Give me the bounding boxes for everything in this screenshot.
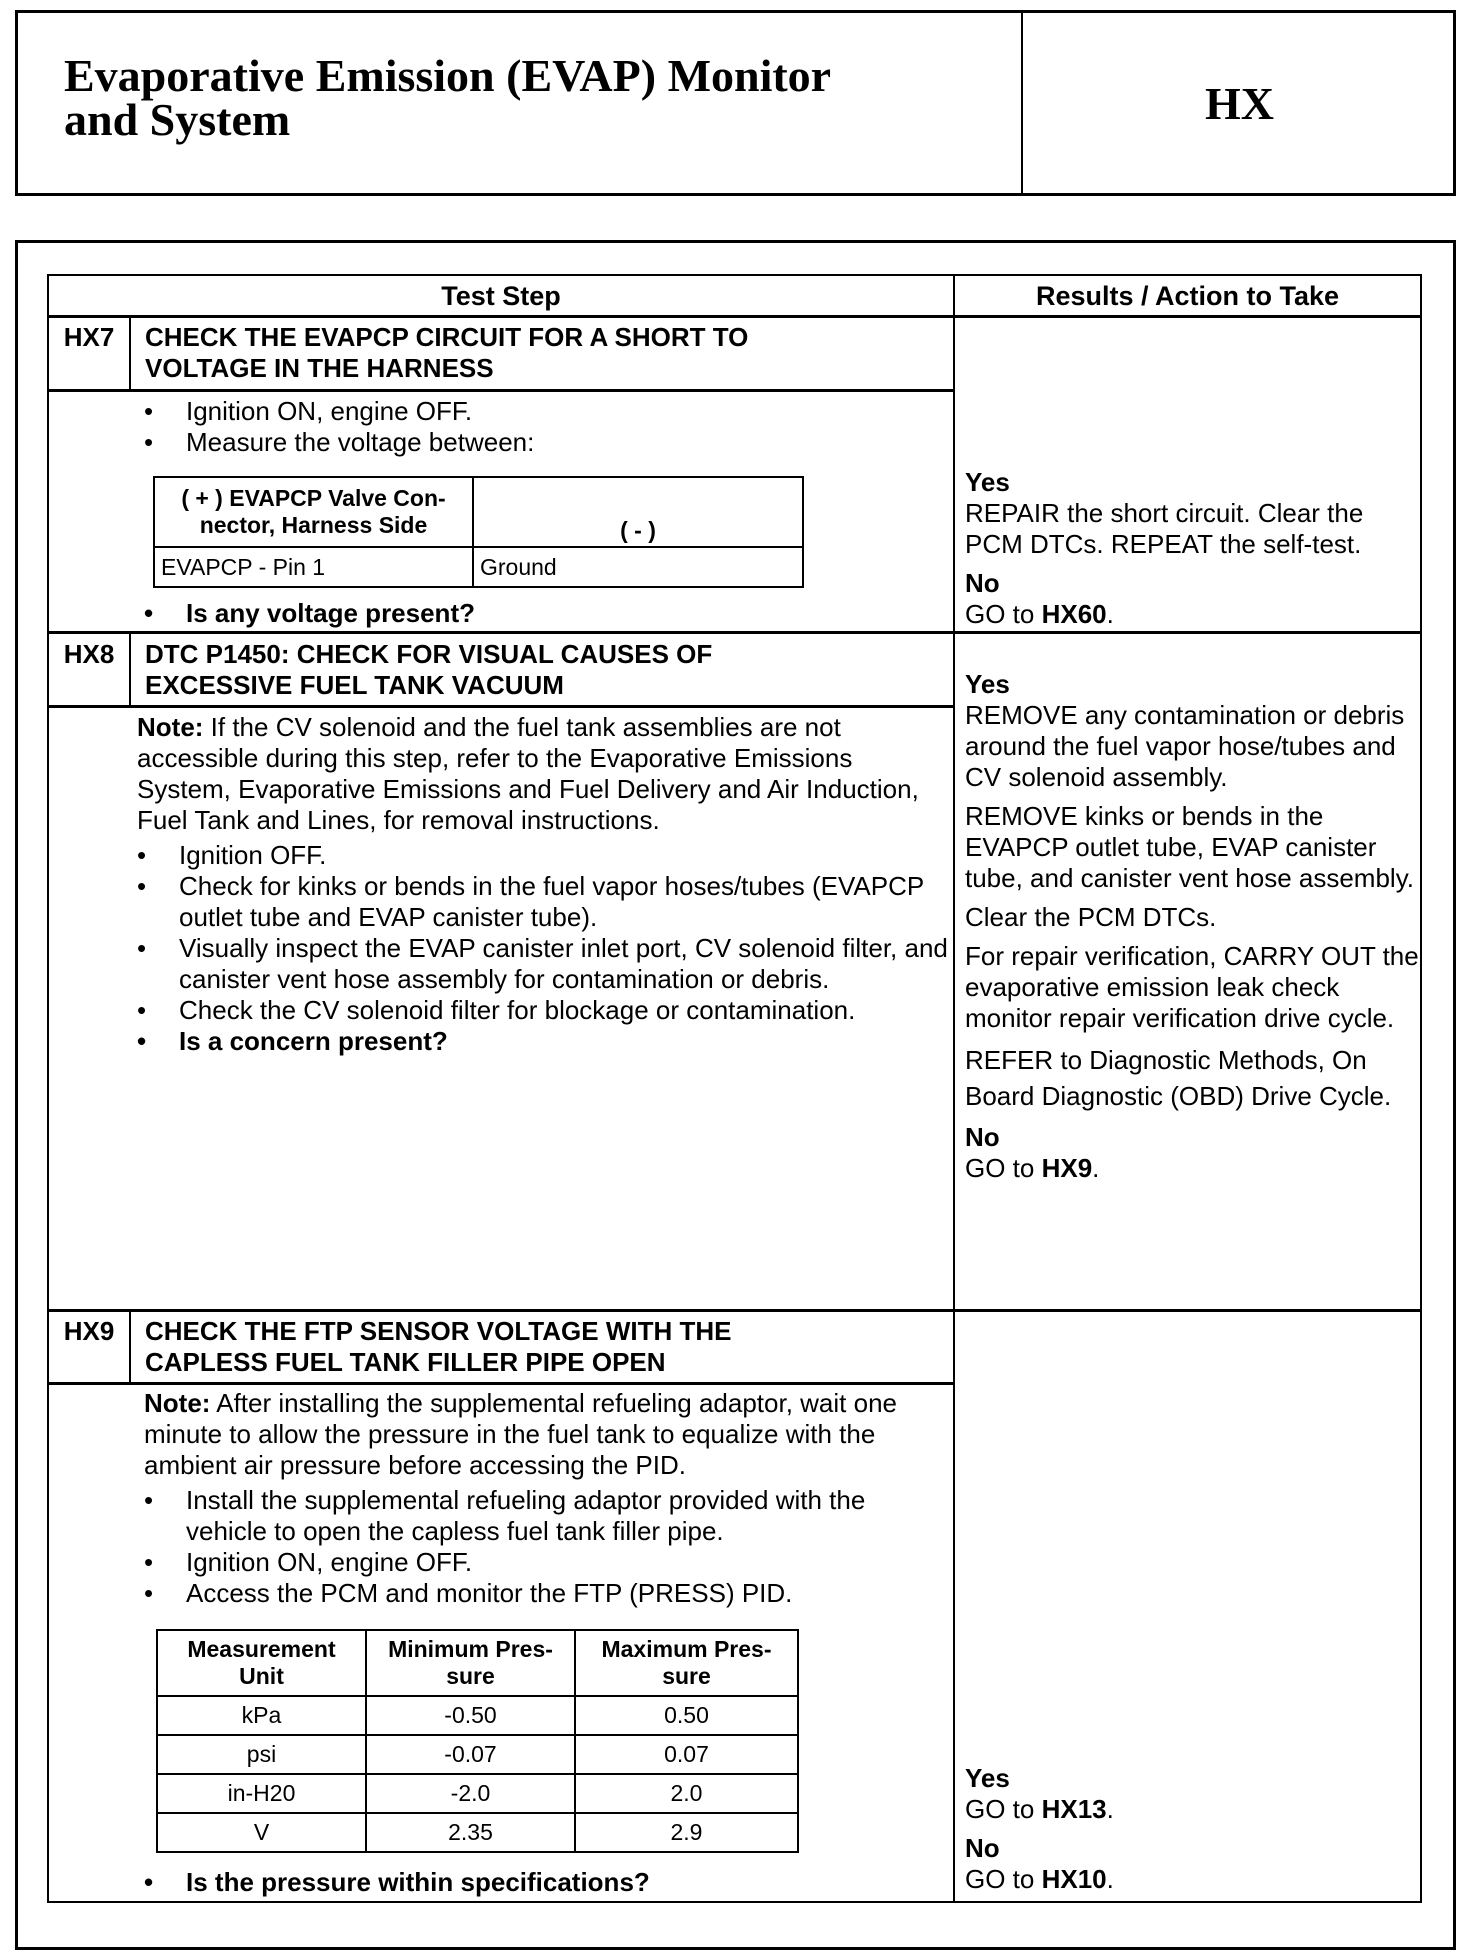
- yes-label: Yes: [965, 669, 1010, 699]
- goto-step-link[interactable]: HX9: [1041, 1153, 1093, 1183]
- step-title: [145, 639, 945, 701]
- no-action: [965, 599, 1420, 630]
- yes-action: REMOVE kinks or bends in the EVAPCP outlet tube, EVAP canister tube, and canister vent hose assembly.: [965, 801, 1414, 893]
- spec-cell: 0.50: [575, 1696, 798, 1735]
- step-title-rule: [47, 705, 953, 708]
- spec-header-line: Unit: [239, 1663, 284, 1689]
- page-title-line-1: Evaporative Emission (EVAP) Monitor: [64, 50, 832, 101]
- step-title-line: CHECK THE EVAPCP CIRCUIT FOR A SHORT TO: [145, 322, 749, 352]
- step-title-rule: [47, 389, 953, 392]
- instruction-item: • Visually inspect the EVAP canister inlet port, CV solenoid filter, and canister vent hose assembly for contamination or debris.: [137, 933, 952, 995]
- measure-cell: EVAPCP - Pin 1: [154, 547, 473, 587]
- question-text: • Is the pressure within specifications?: [144, 1867, 944, 1898]
- step-id: HX7: [63, 322, 115, 352]
- instruction-item: • Access the PCM and monitor the FTP (PRESS) PID.: [144, 1578, 924, 1609]
- spec-cell: 0.07: [575, 1735, 798, 1774]
- spec-cell: 2.35: [366, 1813, 575, 1852]
- note-text: After installing the supplemental refueling adaptor, wait one minute to allow the pressure in the fuel tank to equalize with the ambient air pressure before accessing the PID.: [144, 1388, 897, 1480]
- page-title: [64, 50, 1004, 145]
- goto-text: GO to: [965, 1153, 1042, 1183]
- column-divider: [953, 274, 955, 1903]
- instruction-item: • Check for kinks or bends in the fuel vapor hoses/tubes (EVAPCP outlet tube and EVAP canister tube).: [137, 871, 952, 933]
- note-label: Note:: [144, 1388, 211, 1418]
- no-action: [965, 1153, 1420, 1184]
- yes-action: For repair verification, CARRY OUT the evaporative emission leak check monitor repair verification drive cycle.: [965, 941, 1419, 1033]
- goto-text: GO to: [965, 599, 1042, 629]
- spec-row: [157, 1696, 798, 1735]
- step-instructions: [137, 712, 952, 1057]
- step-note: [137, 712, 952, 836]
- instruction-item: • Check the CV solenoid filter for blockage or contamination.: [137, 995, 952, 1026]
- step-question: • Is a concern present?: [137, 1026, 952, 1057]
- instruction-item: • Measure the voltage between:: [144, 427, 944, 458]
- step-instructions: [144, 396, 944, 458]
- yes-label: Yes: [965, 1763, 1010, 1793]
- step-separator: [47, 631, 1422, 634]
- step-note: [144, 1388, 924, 1481]
- step-title-line: EXCESSIVE FUEL TANK VACUUM: [145, 670, 564, 700]
- spec-header-line: sure: [662, 1663, 711, 1689]
- spec-cell: 2.0: [575, 1774, 798, 1813]
- header-rule: [47, 315, 1422, 318]
- step-instructions: [144, 1388, 924, 1609]
- goto-text: GO to: [965, 1794, 1042, 1824]
- instruction-item: • Ignition ON, engine OFF.: [144, 396, 944, 427]
- goto-step-link[interactable]: HX13: [1041, 1794, 1107, 1824]
- step-id-divider: [129, 317, 131, 389]
- spec-row: [157, 1735, 798, 1774]
- spec-header-line: Measurement: [187, 1636, 336, 1662]
- yes-action: REPAIR the short circuit. Clear the PCM DTCs. REPEAT the self-test.: [965, 498, 1364, 559]
- spec-cell: in-H20: [157, 1774, 366, 1813]
- spec-header: [157, 1630, 366, 1696]
- no-label: No: [965, 568, 1000, 598]
- instruction-item: • Ignition OFF.: [137, 840, 952, 871]
- spec-cell: -0.50: [366, 1696, 575, 1735]
- goto-step-link[interactable]: HX10: [1041, 1864, 1107, 1894]
- page-title-line-2: and System: [64, 94, 291, 145]
- question-text: • Is any voltage present?: [144, 598, 944, 629]
- step-id: HX9: [63, 1316, 115, 1346]
- spec-header-line: Maximum Pres-: [601, 1636, 772, 1662]
- instruction-item: • Ignition ON, engine OFF.: [144, 1547, 924, 1578]
- spec-cell: 2.9: [575, 1813, 798, 1852]
- note-label: Note:: [137, 712, 204, 742]
- yes-action: [965, 1794, 1420, 1825]
- column-header-results: Results / Action to Take: [1035, 281, 1340, 311]
- step-title-rule: [47, 1382, 953, 1385]
- step-question: [144, 598, 944, 629]
- step-id: HX8: [63, 639, 115, 669]
- measure-cell: Ground: [473, 547, 803, 587]
- no-label: No: [965, 1122, 1000, 1152]
- no-action: [965, 1864, 1420, 1895]
- spec-row: [157, 1813, 798, 1852]
- step-title-line: DTC P1450: CHECK FOR VISUAL CAUSES OF: [145, 639, 713, 669]
- spec-header: [575, 1630, 798, 1696]
- punct: .: [1092, 1153, 1100, 1183]
- punct: .: [1106, 1864, 1114, 1894]
- step-title-line: VOLTAGE IN THE HARNESS: [145, 353, 494, 383]
- spec-cell: psi: [157, 1735, 366, 1774]
- spec-row: [157, 1774, 798, 1813]
- step-id-divider: [129, 1312, 131, 1383]
- yes-action: REMOVE any contamination or debris around the fuel vapor hose/tubes and CV solenoid assembly.: [965, 700, 1405, 792]
- spec-cell: -2.0: [366, 1774, 575, 1813]
- note-text: If the CV solenoid and the fuel tank assemblies are not accessible during this step, refer to the Evaporative Emissions System, Evaporative Emissions and Fuel Delivery and Air Induction, Fuel Tank and Lines, for removal instructions.: [137, 712, 919, 835]
- spec-cell: V: [157, 1813, 366, 1852]
- column-header-test-step: Test Step: [441, 281, 561, 311]
- yes-label: Yes: [965, 467, 1010, 497]
- spec-cell: -0.07: [366, 1735, 575, 1774]
- goto-step-link[interactable]: HX60: [1041, 599, 1107, 629]
- measure-header-line: nector, Harness Side: [199, 512, 428, 538]
- spec-header-line: Minimum Pres-: [388, 1636, 553, 1662]
- measure-header-negative: ( - ): [473, 477, 803, 547]
- yes-action: REFER to Diagnostic Methods, On Board Diagnostic (OBD) Drive Cycle.: [965, 1045, 1392, 1111]
- spec-header-line: sure: [446, 1663, 495, 1689]
- step-results: [965, 669, 1420, 1184]
- section-code: HX: [1205, 78, 1274, 129]
- step-results: [965, 1763, 1420, 1895]
- step-results: [965, 467, 1420, 630]
- voltage-measurement-table: [153, 476, 804, 588]
- step-title-line: CAPLESS FUEL TANK FILLER PIPE OPEN: [145, 1347, 666, 1377]
- no-label: No: [965, 1833, 1000, 1863]
- step-id-divider: [129, 634, 131, 706]
- step-title: [145, 322, 945, 384]
- step-title: [145, 1316, 945, 1378]
- punct: .: [1106, 1794, 1114, 1824]
- spec-header: [366, 1630, 575, 1696]
- step-separator: [47, 1309, 1422, 1312]
- yes-action: Clear the PCM DTCs.: [965, 902, 1217, 932]
- punct: .: [1106, 599, 1114, 629]
- step-title-line: CHECK THE FTP SENSOR VOLTAGE WITH THE: [145, 1316, 732, 1346]
- measure-header-line: ( + ) EVAPCP Valve Con-: [181, 485, 446, 511]
- pressure-spec-table: [156, 1629, 799, 1853]
- spec-cell: kPa: [157, 1696, 366, 1735]
- instruction-item: • Install the supplemental refueling adaptor provided with the vehicle to open the capless fuel tank filler pipe.: [144, 1485, 924, 1547]
- measure-header-positive: [154, 477, 473, 547]
- step-question: [144, 1867, 944, 1898]
- goto-text: GO to: [965, 1864, 1042, 1894]
